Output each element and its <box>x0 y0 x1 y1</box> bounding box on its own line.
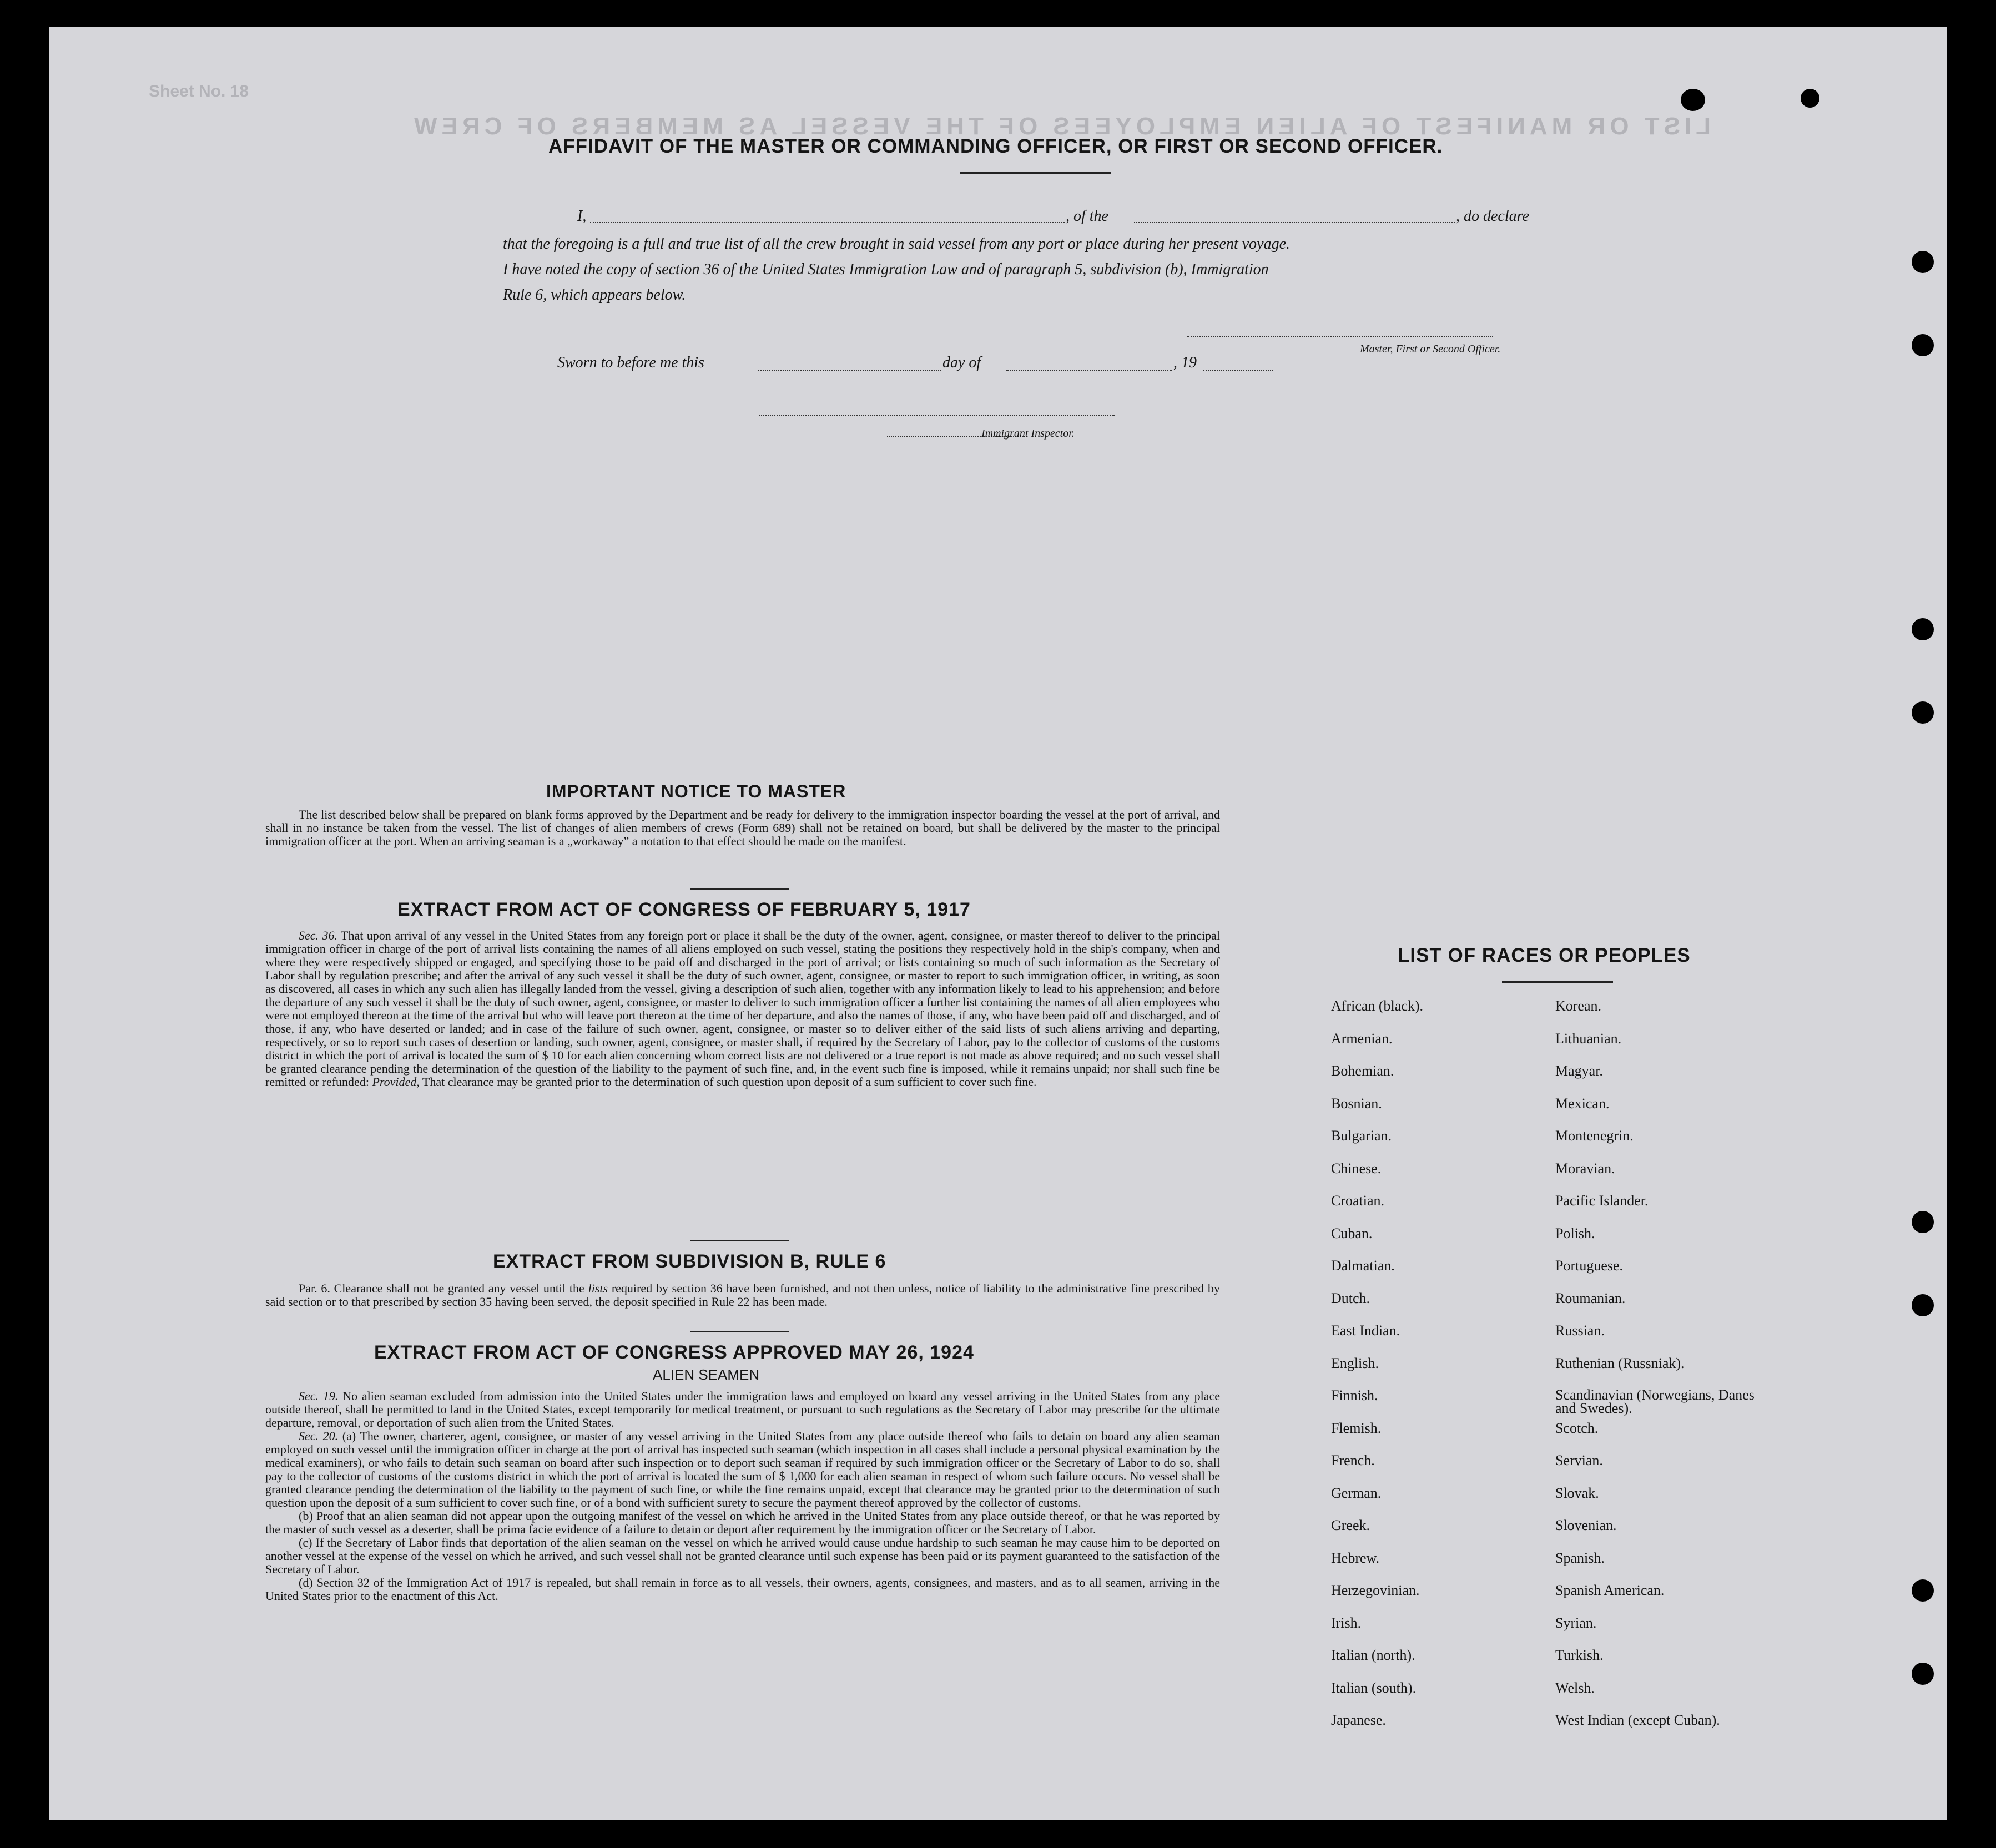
race-item: German. <box>1331 1485 1382 1501</box>
punch-hole <box>1912 251 1934 273</box>
affidavit-line2: that the foregoing is a full and true list of all the crew brought in said vessel from any port or place during her present voyage. <box>503 235 1291 253</box>
race-item: Irish. <box>1331 1614 1362 1631</box>
race-item: Turkish. <box>1555 1647 1604 1663</box>
sworn-year-field[interactable] <box>1203 370 1273 371</box>
race-item: French. <box>1331 1452 1375 1468</box>
race-item: Russian. <box>1555 1322 1605 1339</box>
extract-1917-text <box>265 929 1220 1089</box>
race-item: Spanish American. <box>1555 1582 1665 1598</box>
sec-20c: (c) If the Secretary of Labor finds that deportation of the alien seaman on the vessel on which he arrived would cause undue hardship to such seaman he may cause him to be deported on another vessel at the expense of the vessel on which he arrived, and such vessel shall not be granted clearance until such expense has been paid or its payment guaranteed to the satisfaction of the Secretary of Labor. <box>265 1536 1220 1576</box>
affidavit-of-the: , of the <box>1066 208 1108 225</box>
master-signature-field[interactable] <box>1187 336 1493 337</box>
race-item: Greek. <box>1331 1517 1370 1533</box>
ghost-title: LIST OR MANIFEST OF ALIEN EMPLOYEES OF THE VESSEL AS MEMBERS OF CREW <box>410 113 1711 140</box>
sworn-day-field[interactable] <box>758 370 941 371</box>
inspector-signature-field[interactable] <box>759 415 1115 416</box>
master-signature-label: Master, First or Second Officer. <box>1360 343 1501 355</box>
punch-hole <box>1912 1211 1934 1233</box>
race-item: East Indian. <box>1331 1322 1400 1339</box>
par-6-a: Par. 6. Clearance shall not be granted any vessel until the <box>299 1281 584 1295</box>
divider <box>690 1331 789 1332</box>
sworn-month-field[interactable] <box>1006 370 1172 371</box>
punch-hole <box>1912 1663 1934 1685</box>
year-text: , 19 <box>1173 354 1197 371</box>
divider <box>1502 981 1613 983</box>
race-item: Scandinavian (Norwegians, Danes and Swedes). <box>1555 1387 1755 1416</box>
race-item: Italian (south). <box>1331 1679 1417 1696</box>
subdivision-title: EXTRACT FROM SUBDIVISION B, RULE 6 <box>493 1251 886 1272</box>
race-item: Magyar. <box>1555 1063 1603 1079</box>
lists-word: lists <box>588 1281 608 1295</box>
affidavit-title: AFFIDAVIT OF THE MASTER OR COMMANDING OFFICER, OR FIRST OR SECOND OFFICER. <box>548 135 1443 157</box>
document-page <box>49 27 1947 1820</box>
race-item: Finnish. <box>1331 1387 1378 1403</box>
race-item: Spanish. <box>1555 1549 1605 1566</box>
race-item: Ruthenian (Russniak). <box>1555 1355 1685 1371</box>
sworn-text: Sworn to before me this <box>557 354 704 371</box>
punch-hole <box>1912 618 1934 640</box>
race-item: Roumanian. <box>1555 1290 1626 1306</box>
sec-20b: (b) Proof that an alien seaman did not appear upon the outgoing manifest of the vessel on which he arrived in the United States from any place outside thereof, or that he was reported by the master of such vessel as a deserter, shall be prima facie evidence of a failure to detain or deport after requirement by the immigration officer or the Secretary of Labor. <box>265 1509 1220 1536</box>
sec-36-label: Sec. 36. <box>299 928 337 942</box>
race-item: Armenian. <box>1331 1030 1393 1047</box>
race-item: English. <box>1331 1355 1379 1371</box>
divider <box>960 172 1111 174</box>
vessel-field[interactable] <box>1134 222 1455 223</box>
provided-label: Provided, <box>372 1075 420 1089</box>
races-title: LIST OF RACES OR PEOPLES <box>1398 945 1691 966</box>
race-item: Chinese. <box>1331 1160 1382 1177</box>
race-item: Slovenian. <box>1555 1517 1617 1533</box>
race-item: Polish. <box>1555 1225 1595 1241</box>
sec-20a-body: (a) The owner, charterer, agent, consignee, or master of any vessel arriving in the United States from any place outside thereof who fails to detain on board any alien seaman employed on such vessel until the immigration officer in charge at the port of arrival has inspected such seaman (which inspection in all cases shall include a personal physical examination by the medical examiners), or who fails to detain such seaman on board after such inspection or to deport such seaman if required by such immigration officer or the Secretary of Labor to do so, shall pay to the collector of customs of the customs district in which the port of arrival is located the sum of $ 1,000 for each alien seaman in respect of whom such failure occurs. No vessel shall be granted clearance pending the determination of the liability to the payment of such fine, or while the fine remains unpaid, except that clearance may be granted prior to the determination of such question upon the deposit of a sum sufficient to cover such fine, or of a bond with sufficient surety to secure the payment thereof approved by the collector of customs. <box>265 1429 1221 1509</box>
race-item: Italian (north). <box>1331 1647 1415 1663</box>
sec-20-label: Sec. 20. <box>299 1429 339 1443</box>
race-item: Bosnian. <box>1331 1095 1382 1112</box>
race-item: Bulgarian. <box>1331 1128 1392 1144</box>
notice-title: IMPORTANT NOTICE TO MASTER <box>546 781 846 801</box>
race-item: African (black). <box>1331 998 1424 1014</box>
race-item: Lithuanian. <box>1555 1030 1622 1047</box>
notice-text: The list described below shall be prepared on blank forms approved by the Department and be ready for delivery to the immigration inspector boarding the vessel at the port of arrival, and shall in no instance be taken from the vessel. The list of changes of alien members of crews (Form 689) shall not be retained on board, but shall be delivered by the master to the principal immigration officer at the port. When an arriving seaman is a „workaway” a notation to that effect should be made on the manifest. <box>265 807 1220 848</box>
affidavit-i: I, <box>577 208 587 225</box>
ghost-sheet-number: Sheet No. 18 <box>149 82 249 100</box>
subdivision-text <box>265 1282 1220 1309</box>
race-item: Flemish. <box>1331 1420 1382 1436</box>
sec-36-body: That upon arrival of any vessel in the United States from any foreign port or place it shall be the duty of the owner, agent, consignee, or master thereof to deliver to the principal immigration officer in charge of the port of arrival lists containing the names of all aliens employed on such vessel, stating the positions they respectively hold in the ship's company, when and where they were respectively shipped or engaged, and specifying those to be paid off and discharged in the port of arrival; or lists containing so much of such information as the Secretary of Labor shall by regulation prescribe; and after the arrival of any such vessel it shall be the duty of such owner, agent, consignee, or master to report to such immigration officer, in writing, as soon as discovered, all cases in which any such alien has illegally landed from the vessel, giving a description of such alien, together with any information likely to lead to his apprehension; and before the departure of any such vessel it shall be the duty of such owner, agent, consignee, or master to deliver to such immigration officer a further list containing the names of all alien employees who were not employed thereon at the time of the arrival but who will leave port thereon at the time of her departure, and also the names of those, if any, who have been paid off and discharged, and of those, if any, who have deserted or landed; and in case of the failure of such owner, agent, consignee, or master so to deliver either of the said lists of such aliens arriving and departing, respectively, or so to report such cases of desertion or landing, such owner, agent, consignee, or master shall, if required by the Secretary of Labor, pay to the collector of customs of the customs district in which the port of arrival is located the sum of $ 10 for each alien concerning whom correct lists are not delivered or a true report is not made as above required; and no such vessel shall be granted clearance pending the determination of the question of the liability to the payment of such fine, and, in the event such fine is imposed, while it remains unpaid; nor shall such fine be remitted or refunded: <box>265 928 1221 1089</box>
par-6-b: required by section 36 have been furnished, and not then unless, notice of liability to the administrative fine prescribed by said section or to that prescribed by section 35 having been served, the deposit specified in Rule 22 has been made. <box>265 1281 1221 1309</box>
race-item: Hebrew. <box>1331 1549 1380 1566</box>
extract-1924-text <box>265 1390 1220 1603</box>
punch-hole <box>1912 334 1934 356</box>
race-item: Cuban. <box>1331 1225 1373 1241</box>
race-item: Welsh. <box>1555 1679 1595 1696</box>
race-item: West Indian (except Cuban). <box>1555 1712 1720 1728</box>
inspector-label: Immigrant Inspector. <box>981 427 1075 440</box>
race-item: Japanese. <box>1331 1712 1386 1728</box>
race-item: Slovak. <box>1555 1485 1599 1501</box>
race-item: Mexican. <box>1555 1095 1610 1112</box>
extract-1924-title: EXTRACT FROM ACT OF CONGRESS APPROVED MAY 26, 1924 <box>374 1342 974 1363</box>
punch-hole <box>1681 89 1705 111</box>
affidavit-line3: I have noted the copy of section 36 of the United States Immigration Law and of paragraph 5, subdivision (b), Immigration <box>503 261 1269 278</box>
punch-hole <box>1801 89 1819 108</box>
race-item: Pacific Islander. <box>1555 1193 1649 1209</box>
name-field[interactable] <box>590 222 1065 223</box>
punch-hole <box>1912 1579 1934 1602</box>
race-item: Moravian. <box>1555 1160 1615 1177</box>
race-item: Korean. <box>1555 998 1602 1014</box>
race-item: Portuguese. <box>1555 1258 1624 1274</box>
sec-19-body: No alien seaman excluded from admission into the United States under the immigration laws and employed on board any vessel arriving in the United States from any place outside thereof, shall be permitted to land in the United States, except temporarily for medical treatment, or pursuant to such regulations as the Secretary of Labor may prescribe for the ultimate departure, removal, or deportation of such alien from the United States. <box>265 1389 1221 1430</box>
race-item: Servian. <box>1555 1452 1603 1468</box>
race-item: Herzegovinian. <box>1331 1582 1420 1598</box>
punch-hole <box>1912 1294 1934 1316</box>
race-item: Montenegrin. <box>1555 1128 1634 1144</box>
sec-20a <box>265 1430 1220 1509</box>
extract-1924-subtitle: ALIEN SEAMEN <box>653 1366 760 1383</box>
race-item: Syrian. <box>1555 1614 1597 1631</box>
sec-20d: (d) Section 32 of the Immigration Act of 1917 is repealed, but shall remain in force as to all vessels, their owners, agents, consignees, and masters, and as to all seamen, arriving in the United States prior to the enactment of this Act. <box>265 1576 1220 1603</box>
punch-hole <box>1912 701 1934 724</box>
divider <box>690 1240 789 1241</box>
race-item: Dalmatian. <box>1331 1258 1395 1274</box>
affidavit-line4: Rule 6, which appears below. <box>503 286 686 304</box>
affidavit-declare: , do declare <box>1456 208 1529 225</box>
race-item: Bohemian. <box>1331 1063 1394 1079</box>
day-of-text: day of <box>942 354 981 371</box>
sec-19 <box>265 1390 1220 1430</box>
race-item: Scotch. <box>1555 1420 1599 1436</box>
sec-36-end: That clearance may be granted prior to the determination of such question upon deposit of a sum sufficient to cover such fine. <box>422 1075 1037 1089</box>
race-item: Dutch. <box>1331 1290 1370 1306</box>
race-item: Croatian. <box>1331 1193 1385 1209</box>
divider <box>690 888 789 890</box>
extract-1917-title: EXTRACT FROM ACT OF CONGRESS OF FEBRUARY 5, 1917 <box>397 899 971 920</box>
sec-19-label: Sec. 19. <box>299 1389 339 1403</box>
